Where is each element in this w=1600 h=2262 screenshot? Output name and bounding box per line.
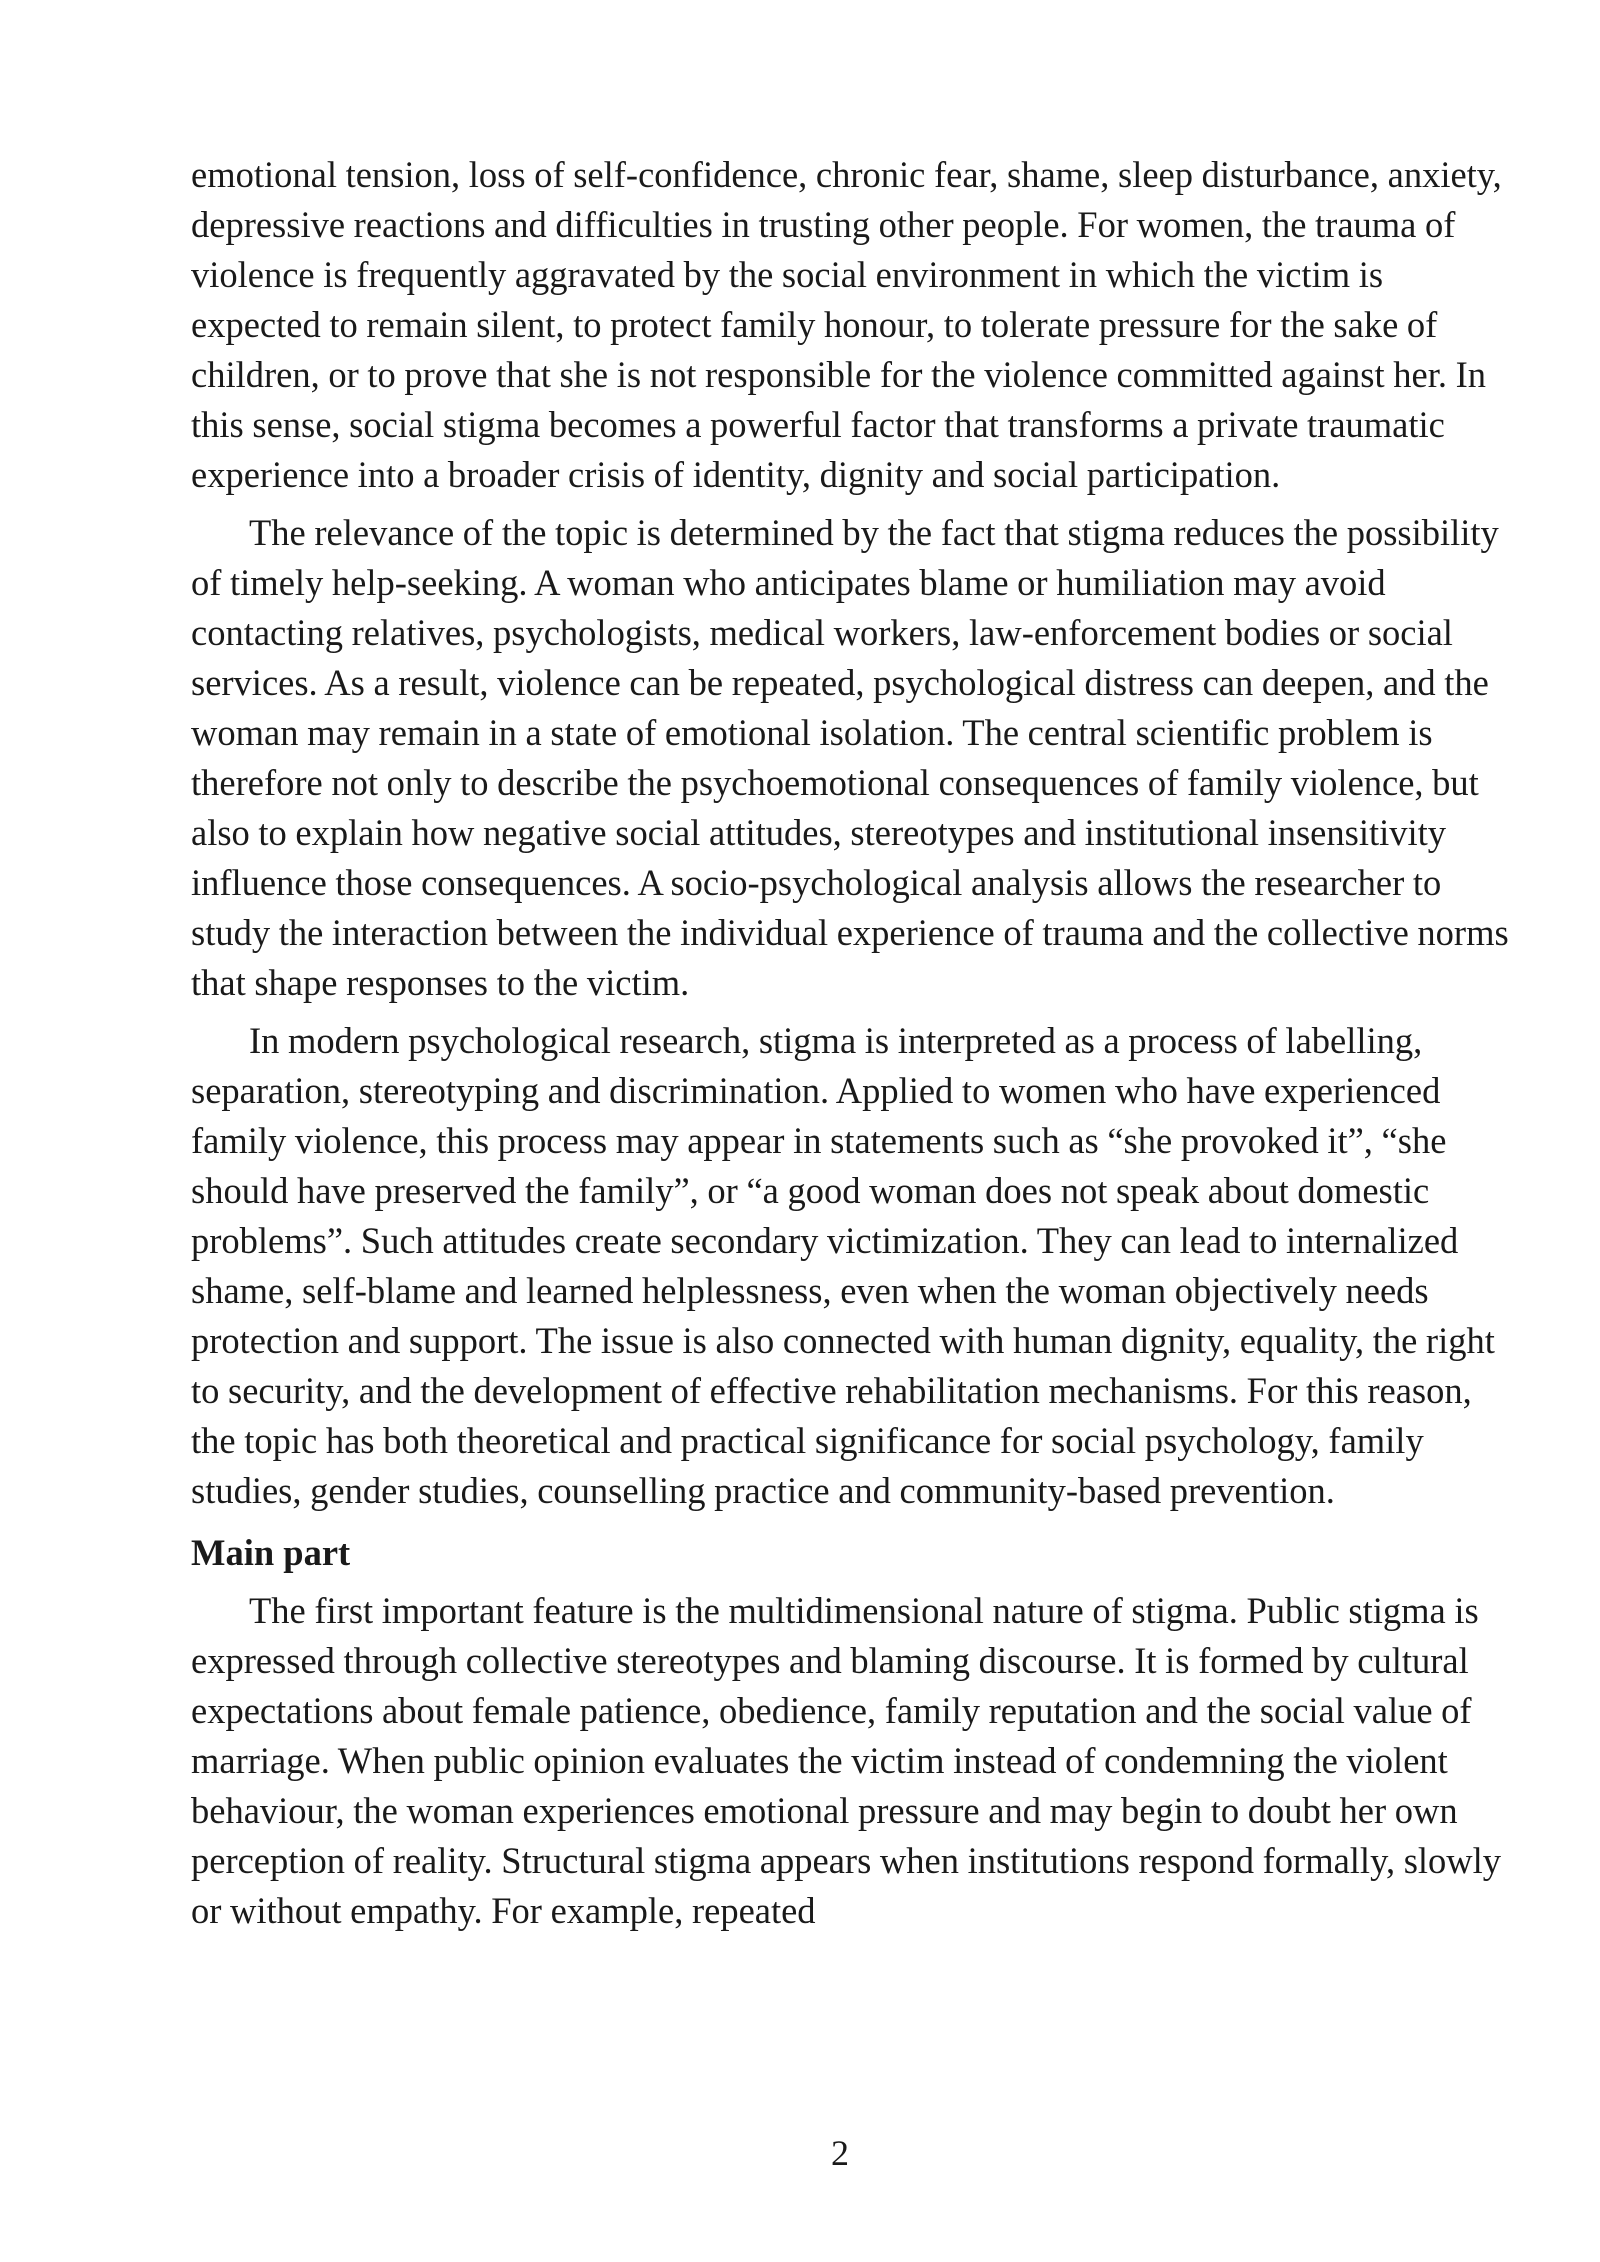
paragraph-stigma-definition: In modern psychological research, stigma is interpreted as a process of labelling, separation, stereotyping and discrimination. Applied to women who have experienced family violence, this process may appear in statements such as “she provoked it”, “she should have preserved the family”, or “a good woman does not speak about domestic problems”. Such attitudes create secondary victimization. They can lead to internalized shame, self-blame and learned helplessness, even when the woman objectively needs protection and support. The issue is also connected with human dignity, equality, the right to security, and the development of effective rehabilitation mechanisms. For this reason, the topic has both theoretical and practical significance for social psychology, family studies, gender studies, counselling practice and community-based prevention. [191, 1020, 1495, 1511]
page-number: 2 [831, 2133, 849, 2173]
document-page [191, 150, 1511, 1936]
paragraph-multidimensional-stigma: The first important feature is the multidimensional nature of stigma. Public stigma is expressed through collective stereotypes and blaming discourse. It is formed by cultural expectations about female patience, obedience, family reputation and the social value of marriage. When public opinion evaluates the victim instead of condemning the violent behaviour, the woman experiences emotional pressure and may begin to doubt her own perception of reality. Structural stigma appears when institutions respond formally, slowly or without empathy. For example, repeated [191, 1590, 1502, 1931]
paragraph-continuation: emotional tension, loss of self-confidence, chronic fear, shame, sleep disturbance, anxiety, depressive reactions and difficulties in trusting other people. For women, the trauma of violence is frequently aggravated by the social environment in which the victim is expected to remain silent, to protect family honour, to tolerate pressure for the sake of children, or to prove that she is not responsible for the violence committed against her. In this sense, social stigma becomes a powerful factor that transforms a private traumatic experience into a broader crisis of identity, dignity and social participation. [191, 154, 1502, 495]
paragraph-relevance: The relevance of the topic is determined by the fact that stigma reduces the possibility of timely help-seeking. A woman who anticipates blame or humiliation may avoid contacting relatives, psychologists, medical workers, law-enforcement bodies or social services. As a result, violence can be repeated, psychological distress can deepen, and the woman may remain in a state of emotional isolation. The central scientific problem is therefore not only to describe the psychoemotional consequences of family violence, but also to explain how negative social attitudes, stereotypes and institutional insensitivity influence those consequences. A socio-psychological analysis allows the researcher to study the interaction between the individual experience of trauma and the collective norms that shape responses to the victim. [191, 512, 1509, 1003]
section-heading-main-part: Main part [191, 1532, 351, 1573]
